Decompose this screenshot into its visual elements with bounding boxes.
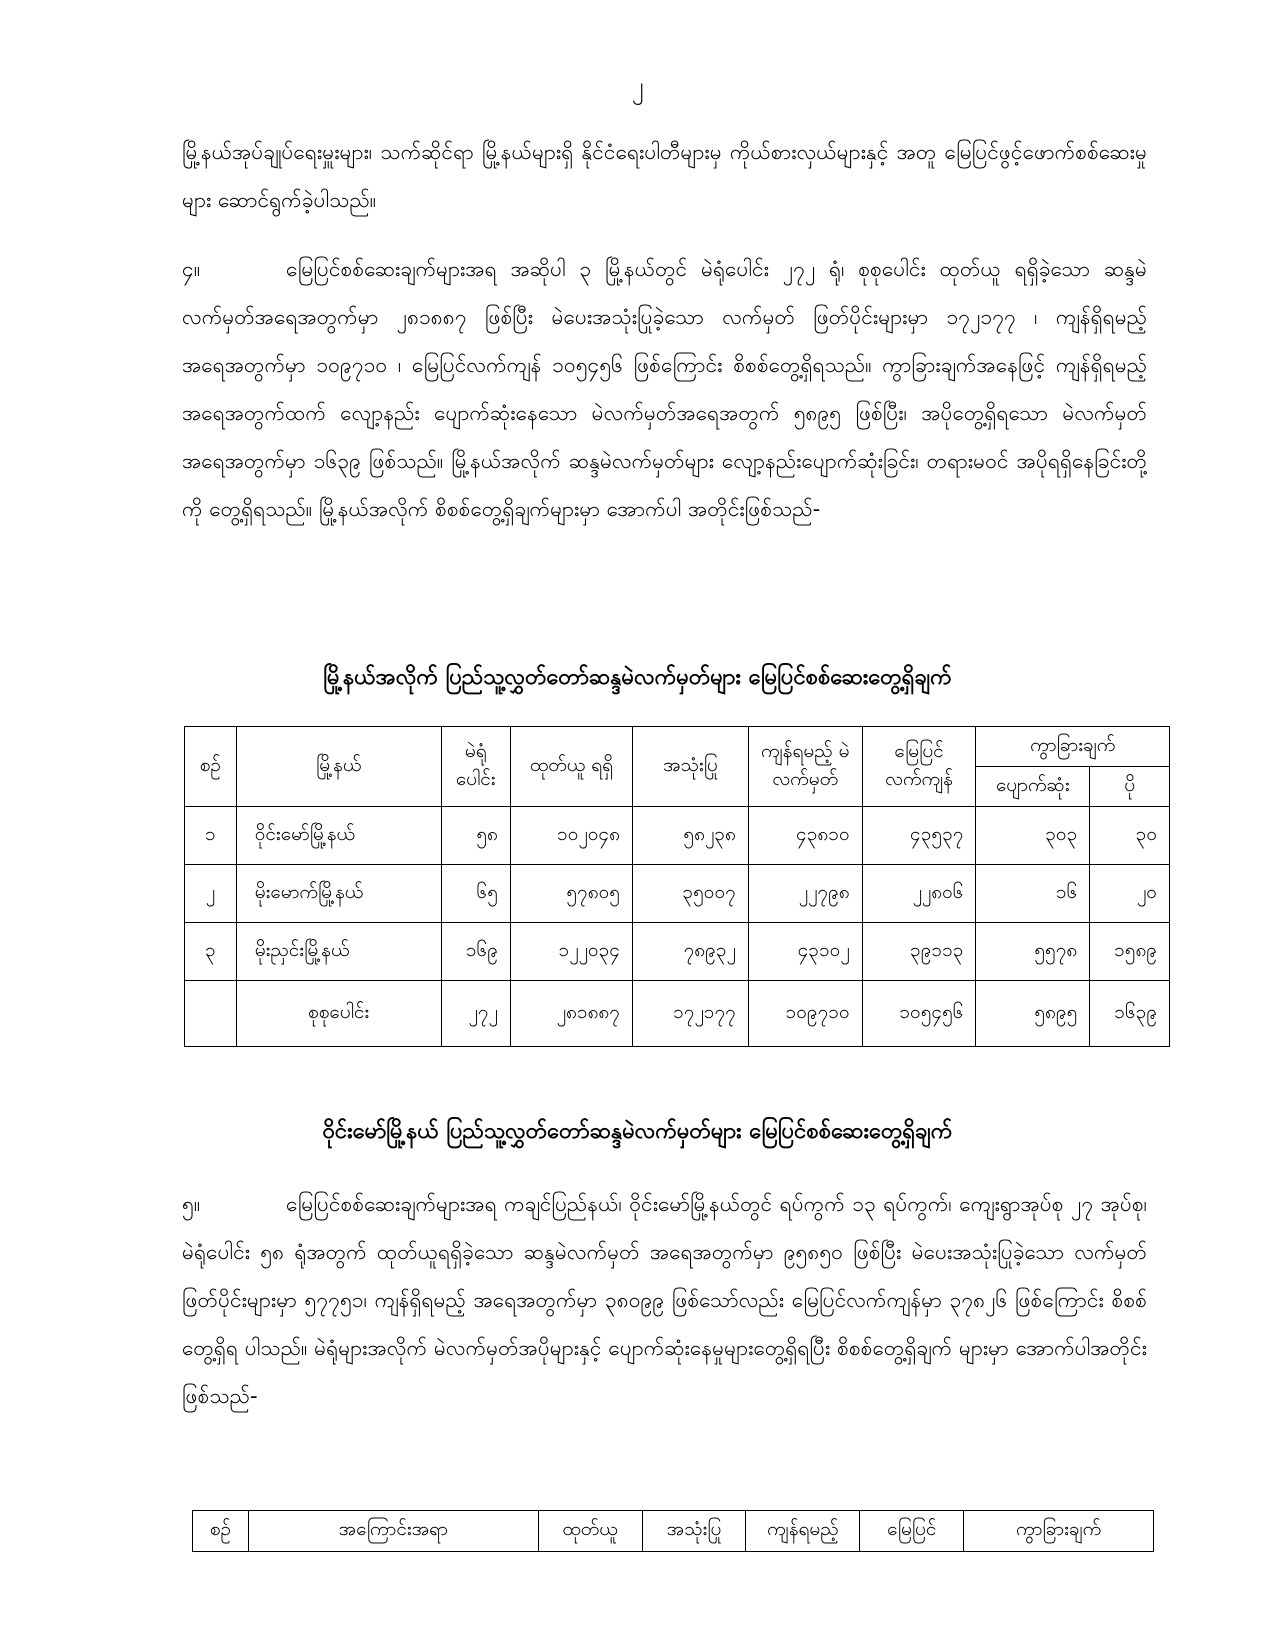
cell-extra: ၂၀ xyxy=(1090,865,1170,923)
header-obtained: ထုတ်ယူ xyxy=(538,1511,642,1552)
township-summary-table xyxy=(184,726,1170,1047)
cell-extra: ၁၅၈၉ xyxy=(1090,923,1170,981)
cell-stations: ၂၇၂ xyxy=(441,981,510,1047)
cell-ground: ၁၀၅၄၅၆ xyxy=(862,981,976,1047)
header-stations: မဲရုံ ပေါင်း xyxy=(441,727,510,807)
cell-extra: ၃၀ xyxy=(1090,807,1170,865)
cell-remaining: ၄၃၈၁၀ xyxy=(748,807,862,865)
paragraph-4 xyxy=(182,245,1147,533)
page-number: ၂ xyxy=(631,72,644,100)
cell-ground: ၂၂၈၀၆ xyxy=(862,865,976,923)
paragraph-number: ၅။ xyxy=(182,1192,201,1216)
paragraph-text: မြေပြင်စစ်ဆေးချက်များအရ ကချင်ပြည်နယ်၊ ဝိုင်းမော်မြို့နယ်တွင် ရပ်ကွက် ၁၃ ရပ်ကွက်၊ ကျေးရွာအုပ်စု ၂၇ အုပ်စု၊ မဲရုံပေါင်း ၅၈ ရုံအတွက် ထုတ်ယူရရှိခဲ့သော ဆန္ဒမဲလက်မှတ် အရေအတွက်မှာ ၉၅၈၅၀ ဖြစ်ပြီး မဲပေးအသုံးပြုခဲ့သော လက်မှတ်ဖြတ်ပိုင်းများမှာ ၅၇၇၅၁၊ ကျန်ရှိရမည့် အရေအတွက်မှာ ၃၈၀၉၉ ဖြစ်သော်လည်း မြေပြင်လက်ကျန်မှာ ၃၇၈၂၆ ဖြစ်ကြောင်း စိစစ်တွေ့ရှိရ ပါသည်။ မဲရုံများအလိုက် မဲလက်မှတ်အပိုများနှင့် ပျောက်ဆုံးနေမှုများတွေ့ရှိရပြီး စိစစ်တွေ့ရှိချက် များမှာ အောက်ပါအတိုင်းဖြစ်သည်- xyxy=(182,1192,1147,1408)
header-missing: ပျောက်ဆုံး xyxy=(976,767,1090,807)
cell-obtained: ၁၂၂၀၃၄ xyxy=(510,923,632,981)
cell-ground: ၄၃၅၃၇ xyxy=(862,807,976,865)
cell-township: ဝိုင်းမော်မြို့နယ် xyxy=(236,807,441,865)
header-used: အသုံးပြု xyxy=(642,1511,746,1552)
cell-extra: ၁၆၃၉ xyxy=(1090,981,1170,1047)
header-ground: မြေပြင် xyxy=(860,1511,964,1552)
cell-township: မိုးညှင်းမြို့နယ် xyxy=(236,923,441,981)
cell-township: မိုးမောက်မြို့နယ် xyxy=(236,865,441,923)
cell-stations: ၁၆၉ xyxy=(441,923,510,981)
cell-sr: ၃ xyxy=(185,923,237,981)
table-row xyxy=(185,865,1170,923)
section-heading: ဝိုင်းမော်မြို့နယ် ပြည်သူ့လွှတ်တော်ဆန္ဒမဲလက်မှတ်များ မြေပြင်စစ်ဆေးတွေ့ရှိချက် xyxy=(322,1119,953,1144)
paragraph-number: ၄။ xyxy=(182,257,201,281)
cell-obtained: ၁၀၂၀၄၈ xyxy=(510,807,632,865)
cell-sr xyxy=(185,981,237,1047)
cell-obtained: ၅၇၈၀၅ xyxy=(510,865,632,923)
cell-missing: ၅၅၇၈ xyxy=(976,923,1090,981)
header-extra: ပို xyxy=(1090,767,1170,807)
table-total-row xyxy=(185,981,1170,1047)
cell-remaining: ၂၂၇၉၈ xyxy=(748,865,862,923)
header-remaining: ကျန်ရမည့် မဲလက်မှတ် xyxy=(748,727,862,807)
header-township: မြို့နယ် xyxy=(236,727,441,807)
table-1-heading: မြို့နယ်အလိုက် ပြည်သူ့လွှတ်တော်ဆန္ဒမဲလက်မှတ်များ မြေပြင်စစ်ဆေးတွေ့ရှိချက် xyxy=(323,665,952,690)
header-sr: စဉ် xyxy=(193,1511,249,1552)
header-used: အသုံးပြု xyxy=(632,727,748,807)
cell-sr: ၁ xyxy=(185,807,237,865)
cell-missing: ၁၆ xyxy=(976,865,1090,923)
cell-total-label: စုစုပေါင်း xyxy=(236,981,441,1047)
table-row xyxy=(185,807,1170,865)
header-difference: ကွာခြားချက် xyxy=(964,1511,1154,1552)
paragraph-text: မြေပြင်စစ်ဆေးချက်များအရ အဆိုပါ ၃ မြို့နယ်တွင် မဲရုံပေါင်း ၂၇၂ ရုံ၊ စုစုပေါင်း ထုတ်ယူ ရရှိခဲ့သော ဆန္ဒမဲလက်မှတ်အရေအတွက်မှာ ၂၈၁၈၈၇ ဖြစ်ပြီး မဲပေးအသုံးပြုခဲ့သော လက်မှတ် ဖြတ်ပိုင်းများမှာ ၁၇၂၁၇၇ ၊ ကျန်ရှိရမည့်အရေအတွက်မှာ ၁၀၉၇၁၀ ၊ မြေပြင်လက်ကျန် ၁၀၅၄၅၆ ဖြစ်ကြောင်း စိစစ်တွေ့ရှိရသည်။ ကွာခြားချက်အနေဖြင့် ကျန်ရှိရမည့်အရေအတွက်ထက် လျော့နည်း ပျောက်ဆုံးနေသော မဲလက်မှတ်အရေအတွက် ၅၈၉၅ ဖြစ်ပြီး၊ အပိုတွေ့ရှိရသော မဲလက်မှတ် အရေအတွက်မှာ ၁၆၃၉ ဖြစ်သည်။ မြို့နယ်အလိုက် ဆန္ဒမဲလက်မှတ်များ လျော့နည်းပျောက်ဆုံးခြင်း၊ တရားမဝင် အပိုရရှိနေခြင်းတို့ကို တွေ့ရှိရသည်။ မြို့နယ်အလိုက် စိစစ်တွေ့ရှိချက်များမှာ အောက်ပါ အတိုင်းဖြစ်သည်- xyxy=(182,257,1147,521)
header-ground: မြေပြင် လက်ကျန် xyxy=(862,727,976,807)
cell-remaining: ၄၃၁၀၂ xyxy=(748,923,862,981)
header-sr: စဉ် xyxy=(185,727,237,807)
cell-obtained: ၂၈၁၈၈၇ xyxy=(510,981,632,1047)
header-remaining: ကျန်ရမည့် xyxy=(746,1511,860,1552)
paragraph-intro-continued: မြို့နယ်အုပ်ချုပ်ရေးမှူးများ၊ သက်ဆိုင်ရာ မြို့နယ်များရှိ နိုင်ငံရေးပါတီများမှ ကိုယ်စားလှယ်များနှင့် အတူ မြေပြင်ဖွင့်ဖောက်စစ်ဆေးမှုများ ဆောင်ရွက်ခဲ့ပါသည်။ xyxy=(182,140,1147,212)
table-row xyxy=(185,923,1170,981)
cell-ground: ၃၉၁၁၃ xyxy=(862,923,976,981)
station-detail-table xyxy=(192,1510,1154,1552)
cell-used: ၅၈၂၃၈ xyxy=(632,807,748,865)
cell-used: ၁၇၂၁၇၇ xyxy=(632,981,748,1047)
cell-missing: ၃၀၃ xyxy=(976,807,1090,865)
cell-stations: ၆၅ xyxy=(441,865,510,923)
paragraph-5 xyxy=(182,1180,1147,1420)
cell-sr: ၂ xyxy=(185,865,237,923)
cell-stations: ၅၈ xyxy=(441,807,510,865)
header-obtained: ထုတ်ယူ ရရှိ xyxy=(510,727,632,807)
cell-used: ၇၈၉၃၂ xyxy=(632,923,748,981)
cell-remaining: ၁၀၉၇၁၀ xyxy=(748,981,862,1047)
cell-missing: ၅၈၉၅ xyxy=(976,981,1090,1047)
header-subject: အကြောင်းအရာ xyxy=(248,1511,538,1552)
header-difference: ကွာခြားချက် xyxy=(976,727,1170,767)
cell-used: ၃၅၀၀၇ xyxy=(632,865,748,923)
